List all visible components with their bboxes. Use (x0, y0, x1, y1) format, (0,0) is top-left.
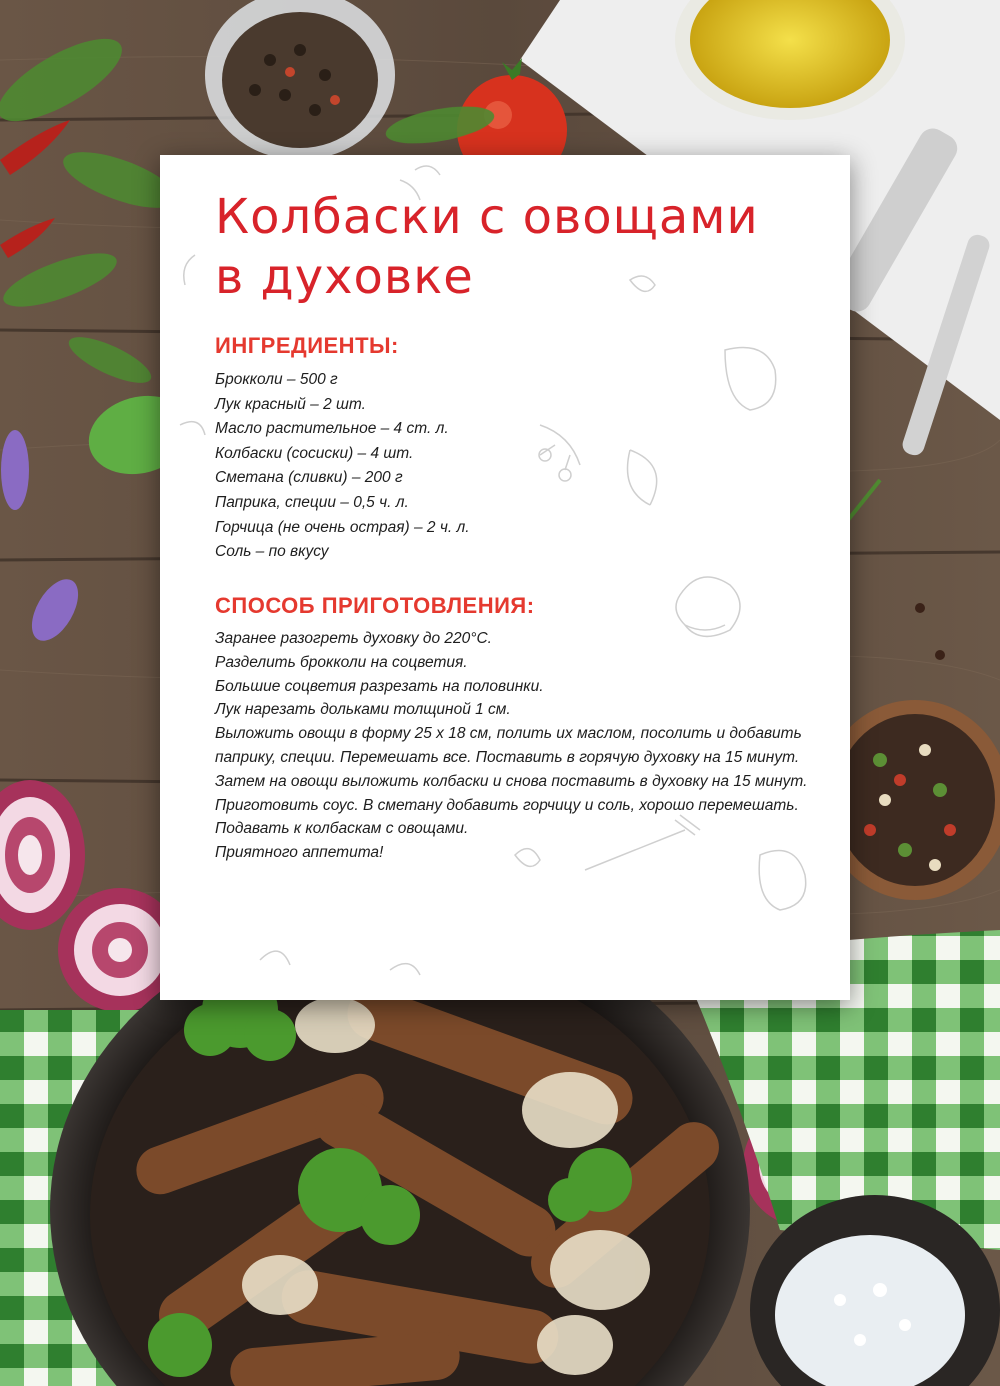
ingredient-item: Колбаски (сосиски) – 4 шт. (215, 444, 414, 462)
recipe-card (160, 155, 850, 1000)
recipe-title-line2: в духовке (215, 249, 474, 305)
ingredient-item: Лук красный – 2 шт. (215, 395, 366, 413)
ingredient-item: Брокколи – 500 г (215, 371, 338, 388)
method-step: Приготовить соус. В сметану добавить горчицу и соль, хорошо перемешать. (215, 796, 799, 814)
ingredient-item: Соль – по вкусу (215, 543, 329, 561)
method-step: Заранее разогреть духовку до 220°С. (215, 630, 492, 647)
ingredient-item: Горчица (не очень острая) – 2 ч. л. (215, 518, 470, 536)
ingredient-item: Сметана (сливки) – 200 г (215, 469, 403, 487)
method-step: Лук нарезать дольками толщиной 1 см. (215, 701, 511, 719)
method-step: Приятного аппетита! (215, 844, 384, 862)
method-step: Затем на овощи выложить колбаски и снова поставить в духовку на 15 минут. (215, 772, 808, 790)
ingredients-heading: ИНГРЕДИЕНТЫ: (215, 333, 399, 358)
method-steps-list (215, 627, 825, 865)
method-heading: СПОСОБ ПРИГОТОВЛЕНИЯ: (215, 593, 535, 618)
ingredient-item: Паприка, специи – 0,5 ч. л. (215, 493, 409, 511)
method-step: Выложить овощи в форму 25 х 18 см, полить их маслом, посолить и добавить паприку, специи. Перемешать все. Поставить в горячую духовку на 15 минут. (215, 725, 802, 766)
recipe-title (215, 187, 835, 307)
recipe-title-line1: Колбаски с овощами (215, 189, 759, 245)
ingredients-list (215, 368, 635, 565)
ingredient-item: Масло растительное – 4 ст. л. (215, 420, 449, 438)
method-step: Подавать к колбаскам с овощами. (215, 820, 469, 838)
method-step: Большие соцветия разрезать на половинки. (215, 677, 544, 695)
method-step: Разделить брокколи на соцветия. (215, 653, 468, 671)
